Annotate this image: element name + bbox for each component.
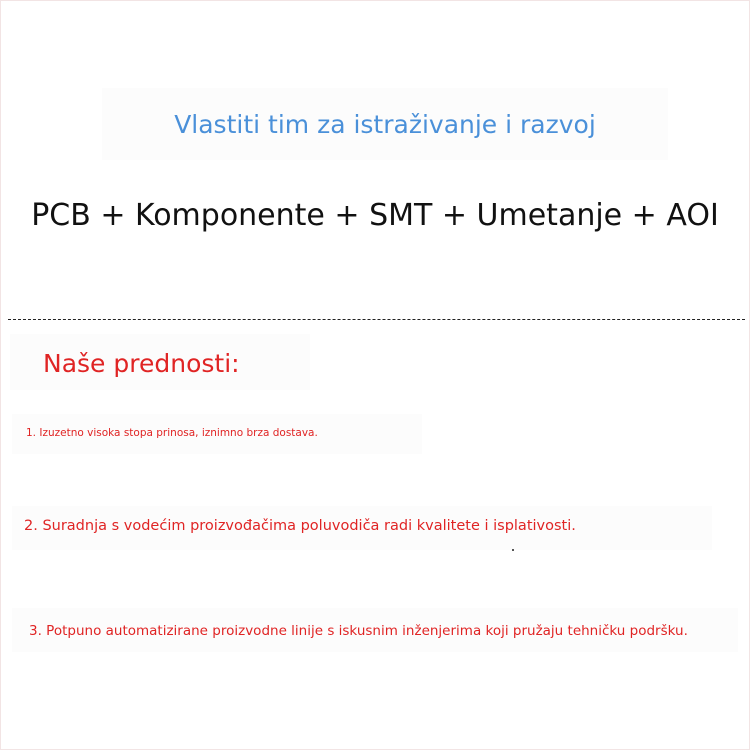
process-formula: PCB + Komponente + SMT + Umetanje + AOI	[31, 198, 719, 233]
advantage-item-2: 2. Suradnja s vodećim proizvođačima poluvodiča radi kvalitete i isplativosti.	[24, 518, 576, 534]
advantage-item-1: 1. Izuzetno visoka stopa prinosa, iznimno brza dostava.	[26, 427, 318, 439]
advantage-item-3: 3. Potpuno automatizirane proizvodne linije s iskusnim inženjerima koji pružaju tehničku podršku.	[29, 623, 688, 639]
title-banner	[102, 88, 668, 160]
advantages-heading: Naše prednosti:	[43, 349, 240, 378]
dashed-divider	[8, 319, 745, 320]
stray-dot	[512, 549, 514, 551]
page-title: Vlastiti tim za istraživanje i razvoj	[174, 109, 596, 139]
